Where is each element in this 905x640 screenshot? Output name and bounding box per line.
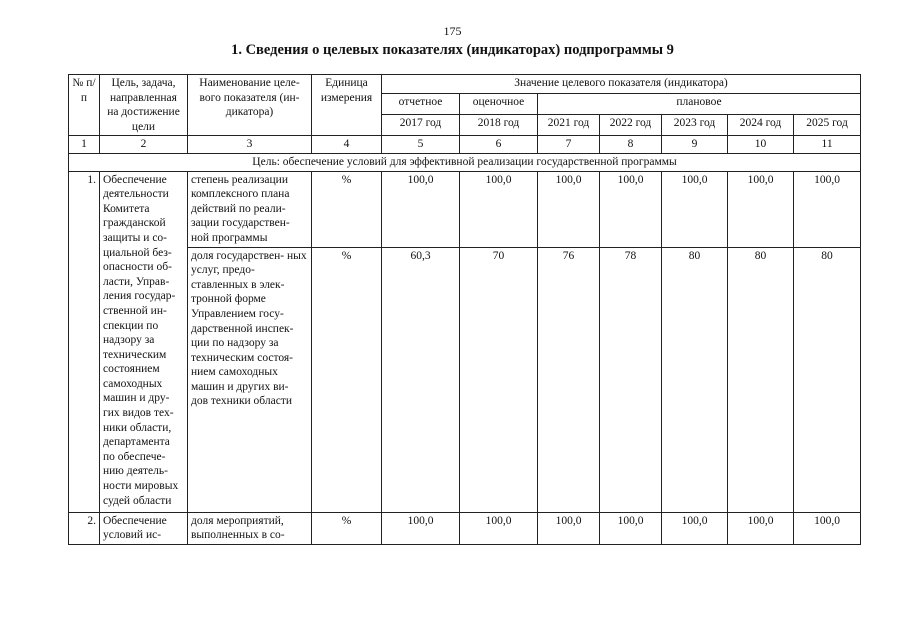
column-number: 2 [100,136,188,154]
indicator-name: доля государствен- ных услуг, предо- ставленных в элек- тронной форме Управлением госу- дарственной инспек- ции по надзору за техническим состоя- нием самоходных машин и других ви- дов техники области [188,247,312,512]
header-indicator-name: Наименование целе- вого показателя (ин- дикатора) [188,75,312,136]
indicator-unit: % [312,512,382,544]
value-cell: 100,0 [728,512,794,544]
column-number: 9 [662,136,728,154]
document-title: 1. Сведения о целевых показателях (индикаторах) подпрограммы 9 [231,42,674,58]
year-cell: 2018 год [460,115,538,136]
indicator-unit: % [312,247,382,512]
value-cell: 80 [662,247,728,512]
header-row-1 [69,75,861,94]
column-number: 11 [794,136,861,154]
header-reported: отчетное [382,94,460,115]
value-cell: 100,0 [794,171,861,247]
goal-text: Цель: обеспечение условий для эффективной реализации государственной программы [69,153,861,171]
year-cell: 2021 год [538,115,600,136]
header-no: № п/п [69,75,100,136]
row-number: 2. [69,512,100,544]
year-cell: 2023 год [662,115,728,136]
table-row [69,512,861,544]
value-cell: 80 [728,247,794,512]
value-cell: 100,0 [382,171,460,247]
column-number: 4 [312,136,382,154]
column-number-row [69,136,861,154]
page-number: 175 [443,24,462,38]
row-number: 1. [69,171,100,512]
value-cell: 100,0 [460,171,538,247]
year-cell: 2017 год [382,115,460,136]
header-estimated: оценочное [460,94,538,115]
header-planned: плановое [538,94,861,115]
column-number: 8 [600,136,662,154]
value-cell: 100,0 [600,171,662,247]
value-cell: 100,0 [538,171,600,247]
indicator-unit: % [312,171,382,247]
row-goal: Обеспечение условий ис- [100,512,188,544]
value-cell: 100,0 [538,512,600,544]
table-row [69,171,861,247]
row-goal: Обеспечение деятельности Комитета гражданской защиты и со- циальной без- опасности об- ласти, Управ- ления государ- ственной ин- спекции по надзору за техническим состоянием самоходных машин и дру- гих видов тех- ники области, департамента по обеспече- нию деятель- ности мировых судей области [100,171,188,512]
indicator-name: степень реализации комплексного плана действий по реали- зации государствен- ной программы [188,171,312,247]
value-cell: 76 [538,247,600,512]
column-number: 1 [69,136,100,154]
header-goal: Цель, задача, направленная на достижение цели [100,75,188,136]
value-cell: 80 [794,247,861,512]
column-number: 7 [538,136,600,154]
column-number: 10 [728,136,794,154]
indicators-table [68,74,861,545]
value-cell: 100,0 [460,512,538,544]
table-row [69,247,861,512]
value-cell: 100,0 [600,512,662,544]
value-cell: 100,0 [794,512,861,544]
value-cell: 70 [460,247,538,512]
goal-row [69,153,861,171]
indicator-name: доля мероприятий, выполненных в со- [188,512,312,544]
column-number: 6 [460,136,538,154]
year-cell: 2025 год [794,115,861,136]
year-cell: 2024 год [728,115,794,136]
column-number: 5 [382,136,460,154]
header-unit: Единица измерения [312,75,382,136]
value-cell: 100,0 [662,512,728,544]
header-value: Значение целевого показателя (индикатора) [382,75,861,94]
year-cell: 2022 год [600,115,662,136]
value-cell: 60,3 [382,247,460,512]
column-number: 3 [188,136,312,154]
value-cell: 100,0 [662,171,728,247]
value-cell: 78 [600,247,662,512]
value-cell: 100,0 [728,171,794,247]
value-cell: 100,0 [382,512,460,544]
